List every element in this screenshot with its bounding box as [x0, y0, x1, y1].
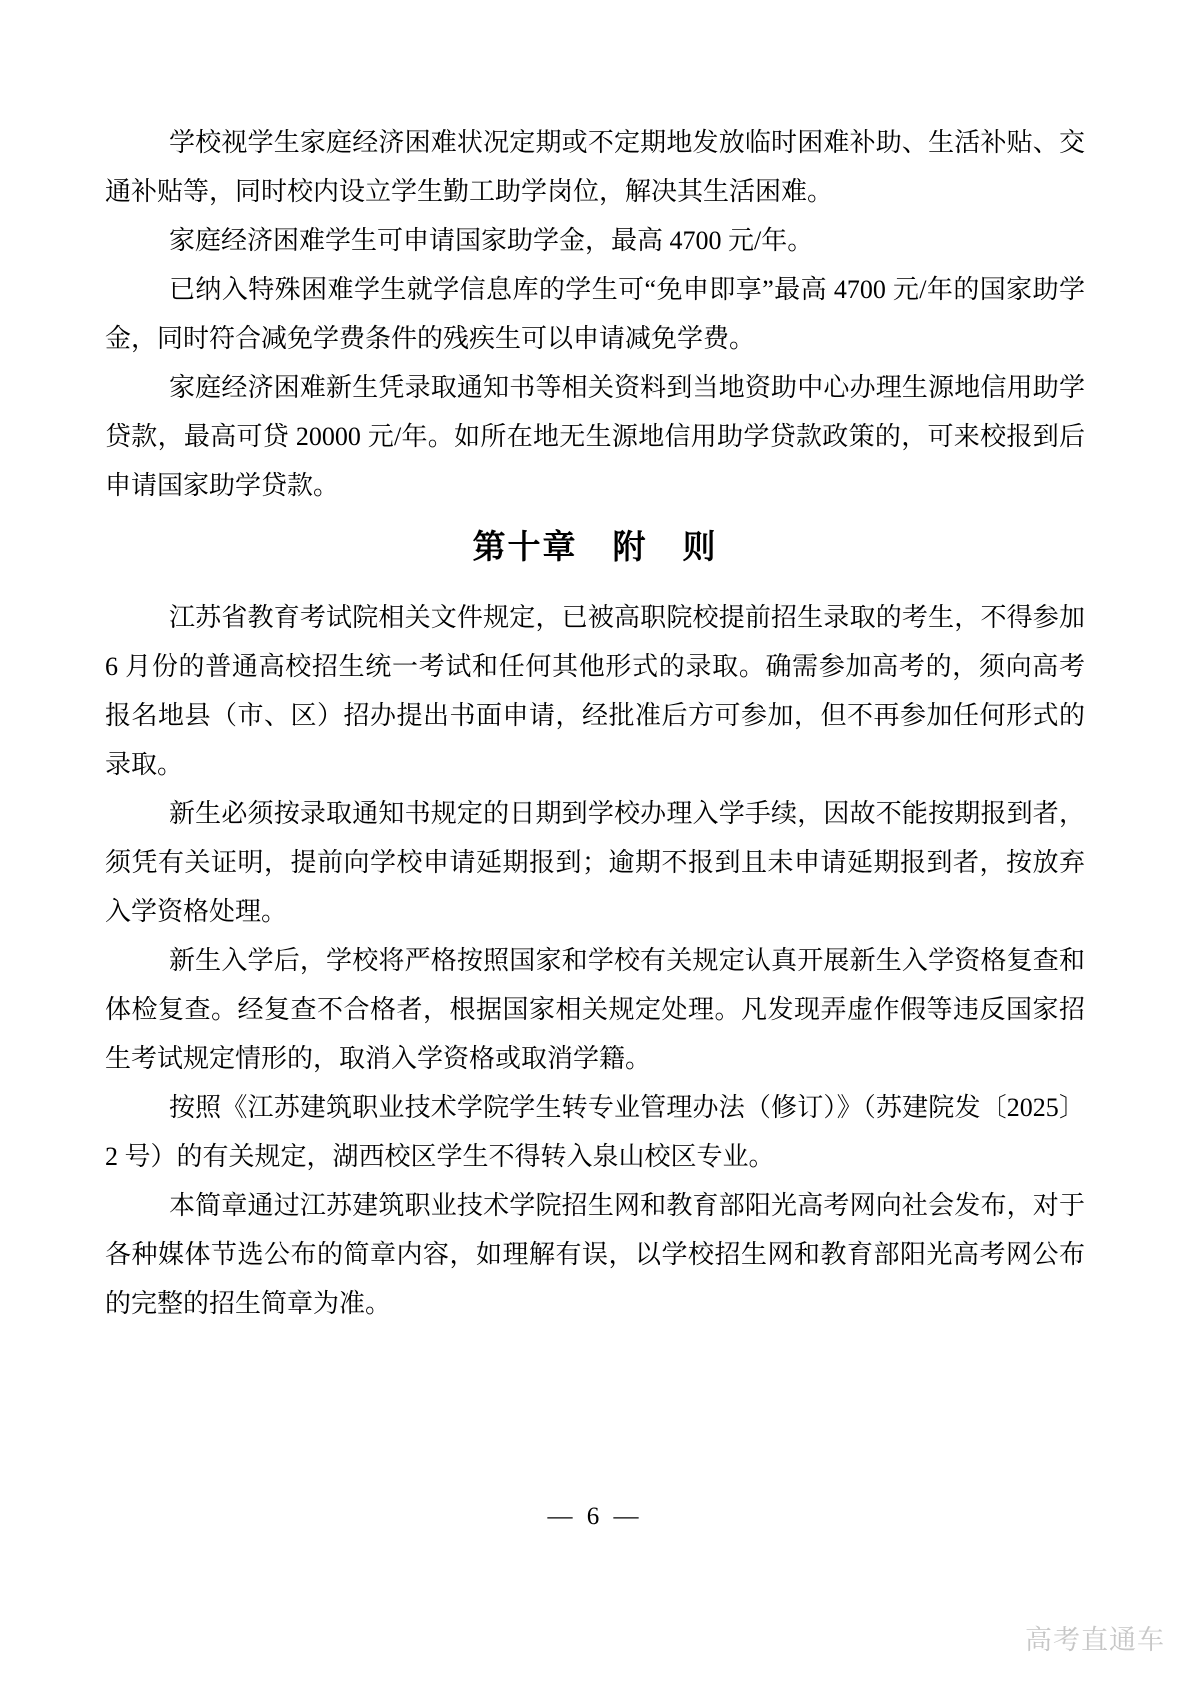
- paragraph-financial-aid-subsidies: 学校视学生家庭经济困难状况定期或不定期地发放临时困难补助、生活补贴、交通补贴等，同时校内设立学生勤工助学岗位，解决其生活困难。: [105, 128, 1085, 206]
- paragraph-enrollment-review: 新生入学后，学校将严格按照国家和学校有关规定认真开展新生入学资格复查和体检复查。经复查不合格者，根据国家相关规定处理。凡发现弄虚作假等违反国家招生考试规定情形的，取消入学资格或取消学籍。: [105, 946, 1085, 1073]
- paragraph-student-loan: 家庭经济困难新生凭录取通知书等相关资料到当地资助中心办理生源地信用助学贷款，最高可贷 20000 元/年。如所在地无生源地信用助学贷款政策的，可来校报到后申请国家助学贷款。: [105, 373, 1085, 500]
- chapter-heading: 第十章 附 则: [472, 530, 718, 566]
- paragraph-publication-statement: 本简章通过江苏建筑职业技术学院招生网和教育部阳光高考网向社会发布，对于各种媒体节选公布的简章内容，如理解有误，以学校招生网和教育部阳光高考网公布的完整的招生简章为准。: [105, 1191, 1085, 1318]
- watermark-gaokao-zhitongche: 高考直通车: [1025, 1625, 1165, 1655]
- paragraph-registration-deadline: 新生必须按录取通知书规定的日期到学校办理入学手续，因故不能按期报到者，须凭有关证明，提前向学校申请延期报到；逾期不报到且未申请延期报到者，按放弃入学资格处理。: [105, 799, 1085, 926]
- paragraph-exam-regulations: 江苏省教育考试院相关文件规定，已被高职院校提前招生录取的考生，不得参加 6 月份的普通高校招生统一考试和任何其他形式的录取。确需参加高考的，须向高考报名地县（市、区）招办提出书面申请，经批准后方可参加，但不再参加任何形式的录取。: [105, 603, 1085, 779]
- paragraph-state-grant: 家庭经济困难学生可申请国家助学金，最高 4700 元/年。: [169, 226, 814, 255]
- page-number: — 6 —: [547, 1503, 643, 1530]
- document-body: [105, 118, 1085, 1328]
- paragraph-major-transfer-rule: 按照《江苏建筑职业技术学院学生转专业管理办法（修订）》（苏建院发〔2025〕2 号）的有关规定，湖西校区学生不得转入泉山校区专业。: [105, 1093, 1085, 1171]
- paragraph-special-difficulty-grant: 已纳入特殊困难学生就学信息库的学生可“免申即享”最高 4700 元/年的国家助学金，同时符合减免学费条件的残疾生可以申请减免学费。: [105, 275, 1085, 353]
